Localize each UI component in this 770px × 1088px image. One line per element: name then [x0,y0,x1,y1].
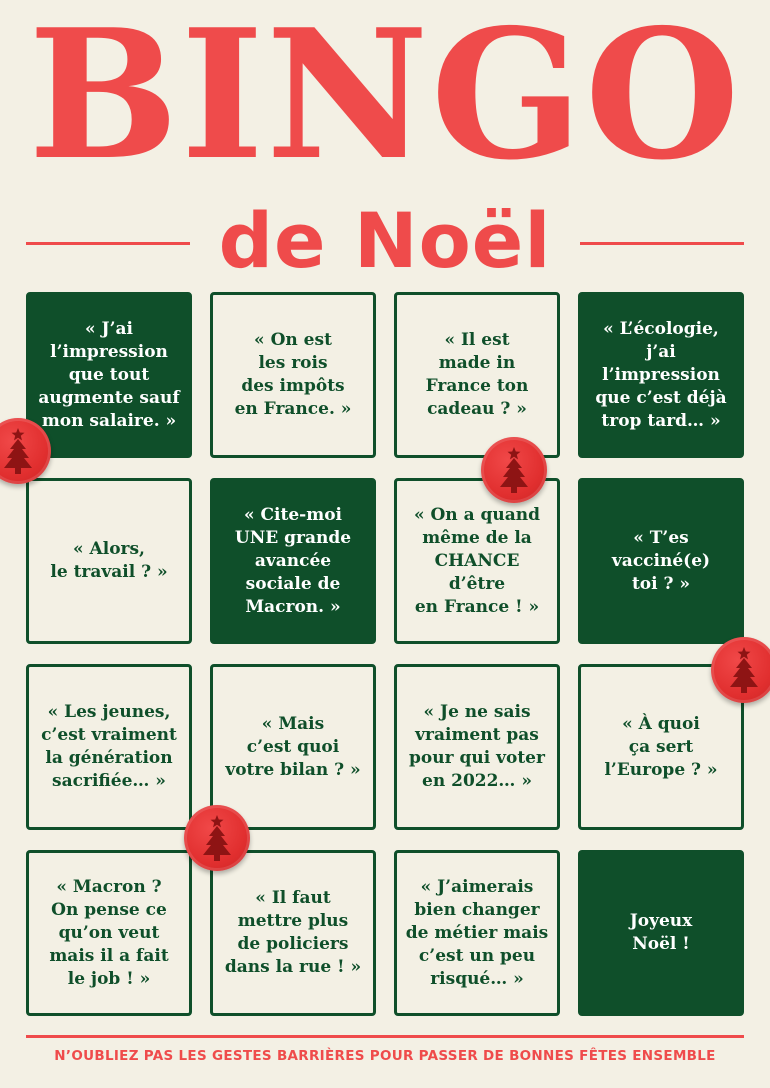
bingo-title: BINGO [28,0,742,199]
bingo-cell-13[interactable] [26,850,192,1016]
bingo-cell-11[interactable] [394,664,560,830]
bingo-cell-text: « Macron ? On pense ce qu’on veut mais il a fait le job ! » [49,876,169,989]
bingo-token[interactable] [184,805,250,871]
bingo-cell-6[interactable] [210,478,376,644]
bingo-cell-8[interactable] [578,478,744,644]
bingo-cell-3[interactable] [394,292,560,458]
bingo-cell-text: « Alors, le travail ? » [50,539,168,582]
bingo-cell-text: « T’es vacciné(e) toi ? » [611,527,711,594]
bingo-cell-4[interactable] [578,292,744,458]
bingo-cell-text: « Il faut mettre plus de policiers dans la rue ! » [224,888,362,977]
bingo-cell-text: « Les jeunes, c’est vraiment la génération sacrifiée… » [41,702,177,791]
bingo-cell-9[interactable] [26,664,192,830]
bingo-cell-14[interactable] [210,850,376,1016]
bingo-cell-text: « Il est made in France ton cadeau ? » [425,330,529,419]
bingo-cell-text: « On est les rois des impôts en France. » [234,330,352,419]
bingo-token[interactable] [711,637,770,703]
subtitle-row [26,196,744,286]
bingo-cell-text: « J’ai l’impression que tout augmente sauf mon salaire. » [38,318,180,431]
footer-rule [26,1035,744,1038]
christmas-tree-icon [0,418,51,484]
bingo-cell-2[interactable] [210,292,376,458]
christmas-tree-icon [711,637,770,703]
bingo-token[interactable] [481,437,547,503]
subtitle-right-rule [580,242,744,245]
bingo-grid [26,292,744,1016]
bingo-cell-15[interactable] [394,850,560,1016]
bingo-cell-text: « Mais c’est quoi votre bilan ? » [225,713,361,780]
bingo-cell-text: « Je ne sais vraiment pas pour qui voter en 2022… » [409,702,545,791]
bingo-cell-16[interactable] [578,850,744,1016]
bingo-token[interactable] [0,418,51,484]
bingo-cell-text: « À quoi ça sert l’Europe ? » [604,713,718,780]
bingo-cell-text: « Cite-moi UNE grande avancée sociale de Macron. » [234,504,352,617]
bingo-subtitle: de Noël [218,196,552,285]
bingo-cell-text: « On a quand même de la CHANCE d’être en France ! » [413,504,541,617]
bingo-cell-text: « L’écologie, j’ai l’impression que c’est déjà trop tard… » [595,318,727,431]
christmas-tree-icon [184,805,250,871]
bingo-cell-text: « J’aimerais bien changer de métier mais c’est un peu risqué… » [405,876,549,989]
footer-text: N’OUBLIEZ PAS LES GESTES BARRIÈRES POUR PASSER DE BONNES FÊTES ENSEMBLE [54,1048,716,1064]
christmas-tree-icon [481,437,547,503]
bingo-cell-text: Joyeux Noël ! [629,911,693,954]
bingo-cell-5[interactable] [26,478,192,644]
